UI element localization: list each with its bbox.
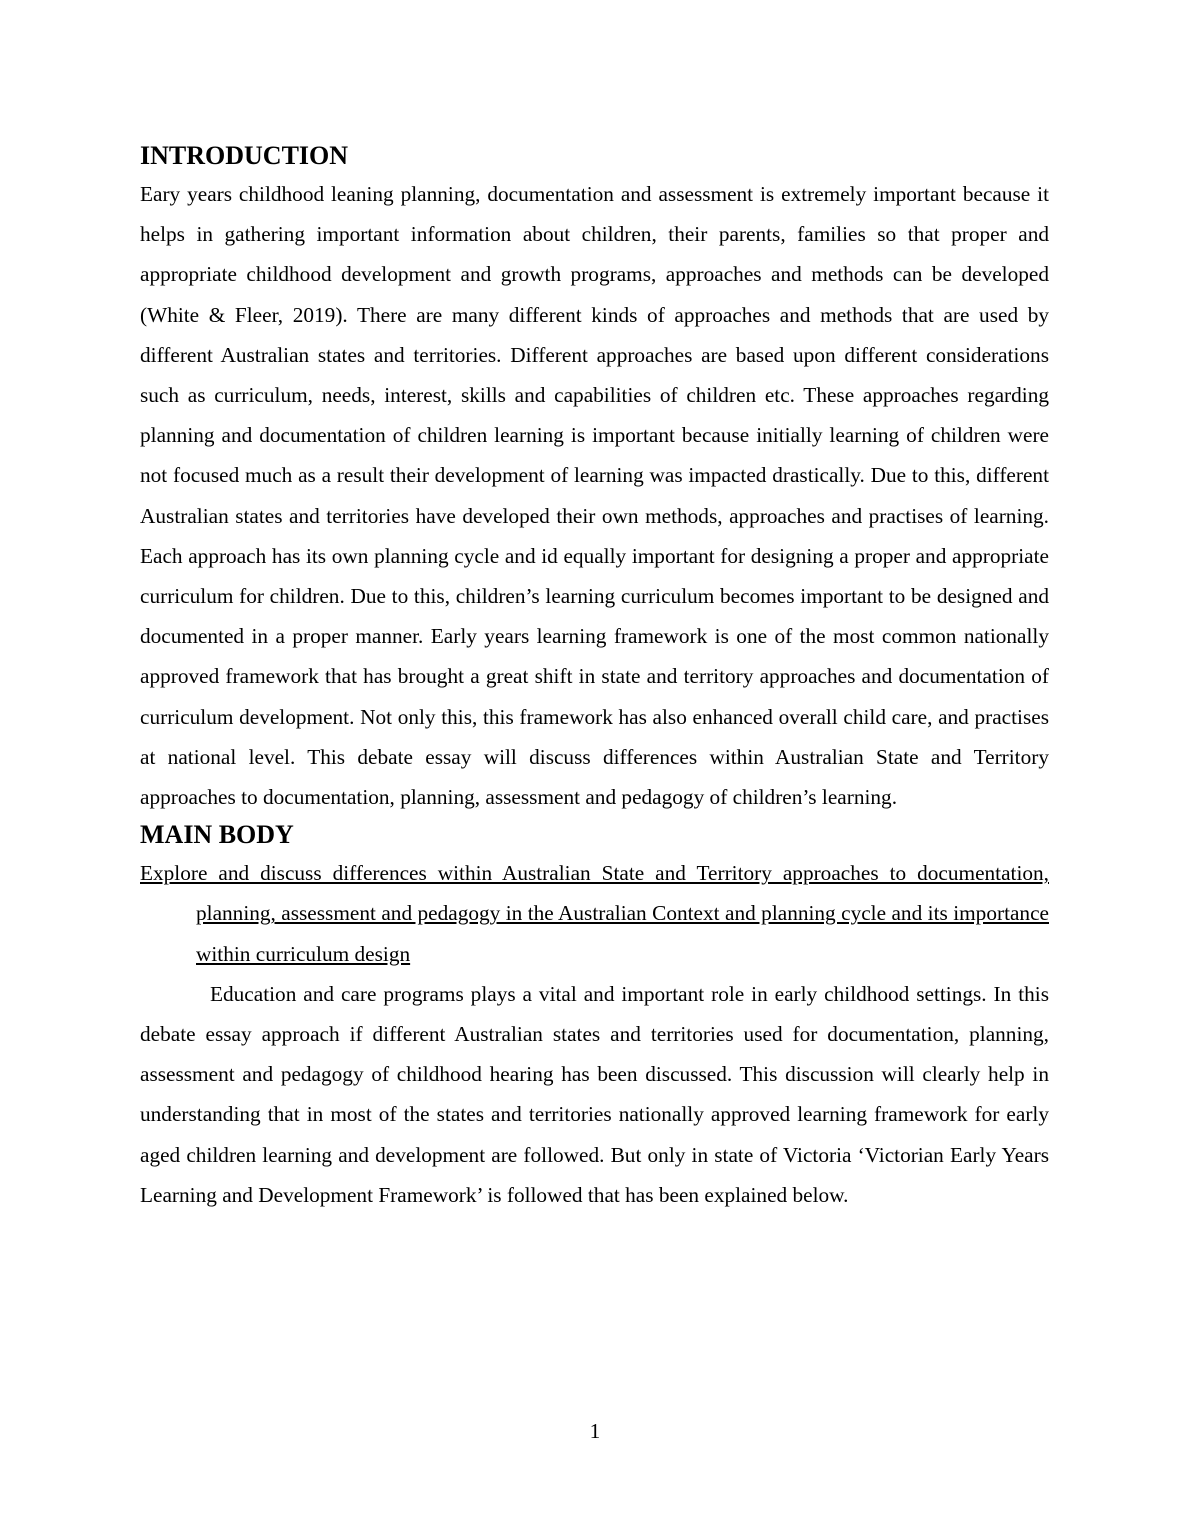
- main-body-subheading: Explore and discuss differences within Australian State and Territory approaches to documentation, planning, assessment and pedagogy in the Australian Context and planning cycle and its importance within curriculum design: [140, 861, 1049, 966]
- page-number: 1: [589, 1419, 601, 1443]
- document-page: [140, 138, 1049, 1215]
- main-body-heading: MAIN BODY: [140, 820, 294, 850]
- introduction-heading: INTRODUCTION: [140, 141, 349, 170]
- main-body-paragraph: Education and care programs plays a vital and important role in early childhood settings. In this debate essay approach if different Australian states and territories used for documentation, planning, assessment and pedagogy of childhood hearing has been discussed. This discussion will clearly help in understanding that in most of the states and territories nationally approved learning framework for early aged children learning and development are followed. But only in state of Victoria ‘Victorian Early Years Learning and Development Framework’ is followed that has been explained below.: [140, 981, 1049, 1207]
- introduction-paragraph: Eary years childhood leaning planning, documentation and assessment is extremely important because it helps in gathering important information about children, their parents, families so that proper and appropriate childhood development and growth programs, approaches and methods can be developed (White & Fleer, 2019). There are many different kinds of approaches and methods that are used by different Australian states and territories. Different approaches are based upon different considerations such as curriculum, needs, interest, skills and capabilities of children etc. These approaches regarding planning and documentation of children learning is important because initially learning of children were not focused much as a result their development of learning was impacted drastically. Due to this, different Australian states and territories have developed their own methods, approaches and practises of learning. Each approach has its own planning cycle and id equally important for designing a proper and appropriate curriculum for children. Due to this, children’s learning curriculum becomes important to be designed and documented in a proper manner. Early years learning framework is one of the most common nationally approved framework that has brought a great shift in state and territory approaches and documentation of curriculum development. Not only this, this framework has also enhanced overall child care, and practises at national level. This debate essay will discuss differences within Australian State and Territory approaches to documentation, planning, assessment and pedagogy of children’s learning.: [140, 182, 1049, 810]
